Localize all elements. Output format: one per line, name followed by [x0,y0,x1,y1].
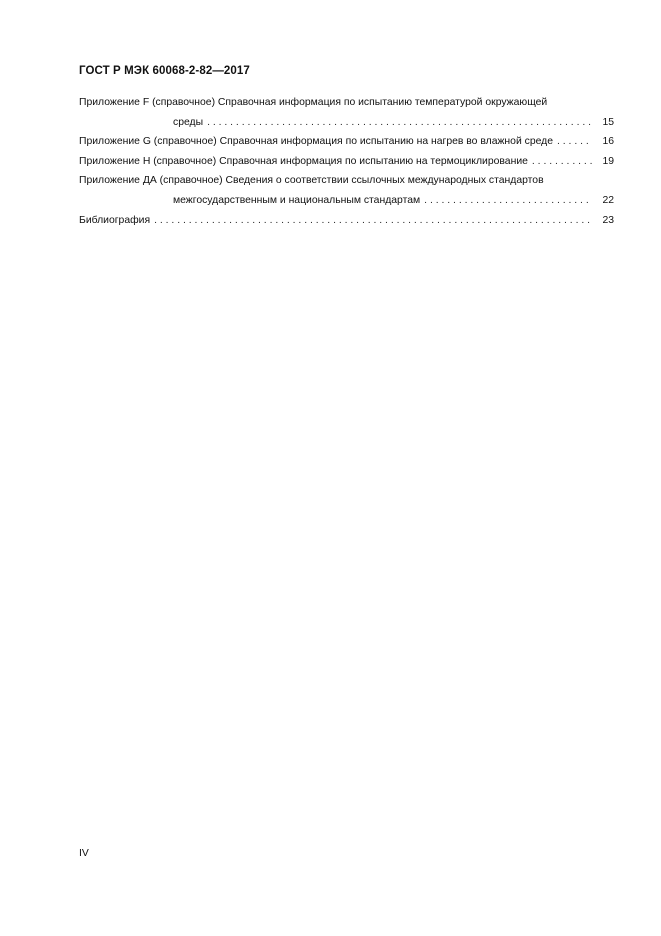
toc-entry-appendix-da-continuation[interactable] [79,191,614,211]
toc-entry-title-continued: межгосударственным и национальным стандартам [173,194,421,206]
toc-entry-appendix-f-continuation[interactable] [79,113,614,133]
toc-leader-dots [557,132,592,152]
toc-entry-title: Приложение ДА (справочное) Сведения о соответствии ссылочных международных стандартов [79,175,544,187]
document-header: ГОСТ Р МЭК 60068-2-82—2017 [79,65,250,77]
toc-page-number: 16 [602,136,614,148]
toc-entry-title: Приложение H (справочное) Справочная информация по испытанию на термоциклирование [79,155,528,167]
toc-page-number: 19 [602,155,614,167]
toc-entry-appendix-f[interactable] [79,93,614,113]
toc-entry-appendix-h[interactable] [79,152,614,172]
toc-leader-dots [424,191,592,211]
page-number: IV [79,848,89,859]
toc-entry-bibliography[interactable] [79,211,614,231]
toc-page-number: 22 [602,194,614,206]
toc-entry-title: Приложение G (справочное) Справочная информация по испытанию на нагрев во влажной среде [79,136,553,148]
toc-entry-appendix-g[interactable] [79,132,614,152]
table-of-contents [79,93,614,230]
toc-entry-title-continued: среды [173,116,204,128]
toc-page-number: 15 [602,116,614,128]
toc-leader-dots [532,152,592,172]
toc-leader-dots [154,211,592,231]
toc-leader-dots [207,113,592,133]
toc-entry-title: Приложение F (справочное) Справочная информация по испытанию температурой окружающей [79,97,548,108]
toc-page-number: 23 [602,214,614,226]
toc-entry-appendix-da[interactable] [79,171,614,191]
toc-entry-title: Библиография [79,214,151,226]
